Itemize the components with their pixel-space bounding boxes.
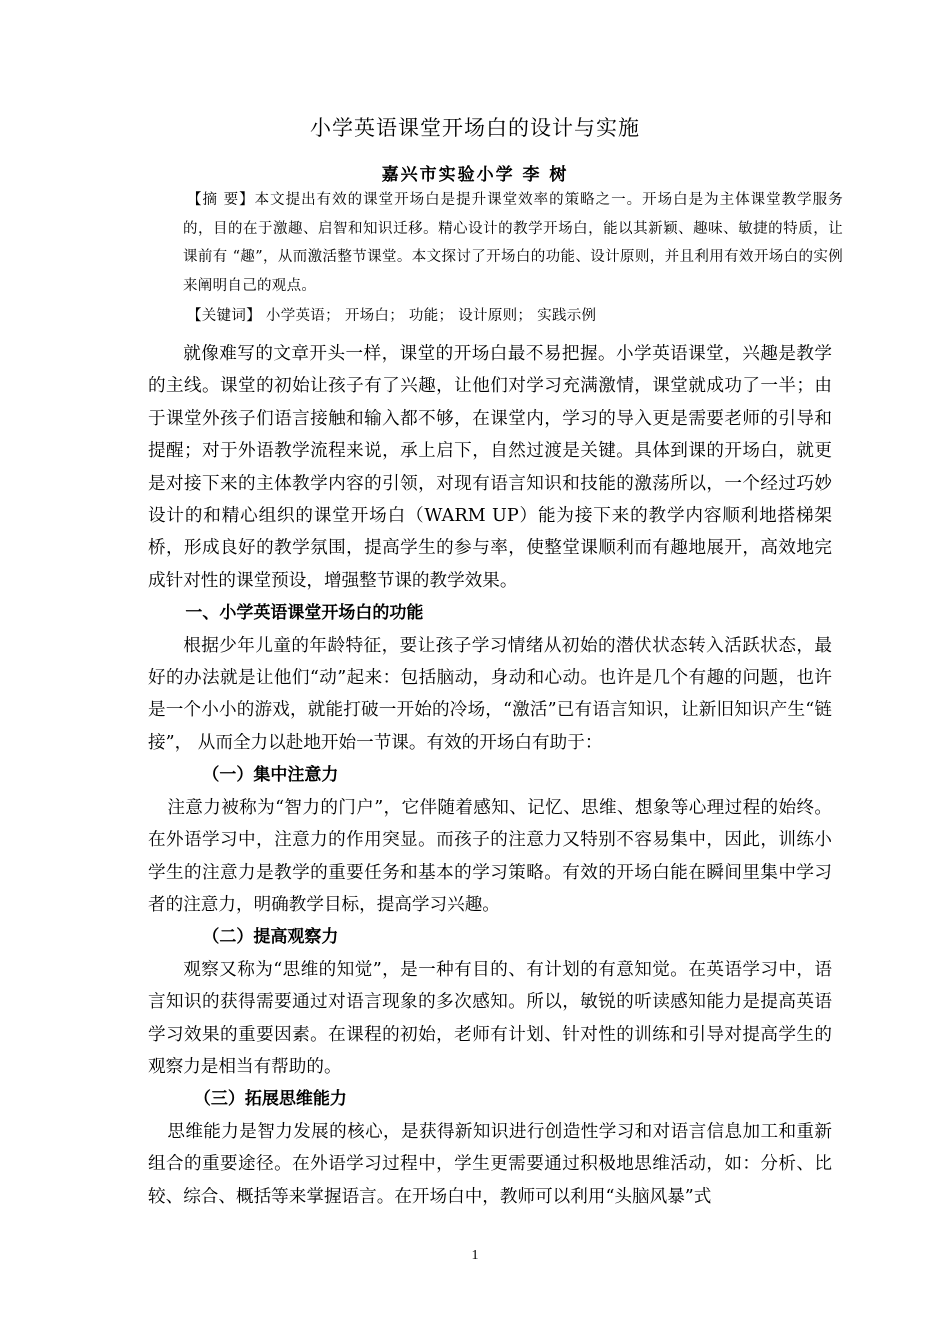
page-number: 1 <box>471 1248 479 1263</box>
body-text <box>148 338 832 1213</box>
subsection-1-paragraph: 注意力被称为“智力的门户”，它伴随着感知、记忆、思维、想象等心理过程的始终。在外语学习中，注意力的作用突显。而孩子的注意力又特别不容易集中，因此，训练小学生的注意力是教学的重要任务和基本的学习策略。有效的开场白能在瞬间里集中学习者的注意力，明确教学目标，提高学习兴趣。 <box>148 797 832 915</box>
keywords-text: 【关键词】 小学英语； 开场白； 功能； 设计原则； 实践示例 <box>187 308 597 325</box>
section-1-heading: 一、小学英语课堂开场白的功能 <box>185 603 424 624</box>
abstract-block <box>183 186 843 331</box>
section-1-paragraph: 根据少年儿童的年龄特征，要让孩子学习情绪从初始的潜伏状态转入活跃状态，最好的办法就是让他们“动”起来：包括脑动，身动和心动。也许是几个有趣的问题，也许是一个小小的游戏，就能打破一开始的冷场，“激活”已有语言知识，让新旧知识产生“链接”， 从而全力以赴地开始一节课。有效的开场白有助于： <box>148 635 832 753</box>
author-line: 嘉兴市实验小学 李 树 <box>381 165 569 185</box>
subsection-2-paragraph: 观察又称为“思维的知觉”，是一种有目的、有计划的有意知觉。在英语学习中，语言知识的获得需要通过对语言现象的多次感知。所以，敏锐的听读感知能力是提高英语学习效果的重要因素。在课程的初始，老师有计划、针对性的训练和引导对提高学生的观察力是相当有帮助的。 <box>148 959 832 1077</box>
subsection-3-paragraph: 思维能力是智力发展的核心，是获得新知识进行创造性学习和对语言信息加工和重新组合的重要途径。在外语学习过程中，学生更需要通过积极地思维活动，如：分析、比较、综合、概括等来掌握语言。在开场白中，教师可以利用“头脑风暴”式 <box>148 1121 832 1207</box>
subsection-1-heading: （一）集中注意力 <box>202 765 339 786</box>
document-title: 小学英语课堂开场白的设计与实施 <box>310 116 640 140</box>
subsection-3-heading: （三）拓展思维能力 <box>193 1089 347 1110</box>
intro-paragraph: 就像难写的文章开头一样，课堂的开场白最不易把握。小学英语课堂，兴趣是教学的主线。课堂的初始让孩子有了兴趣，让他们对学习充满激情，课堂就成功了一半；由于课堂外孩子们语言接触和输入都不够，在课堂内，学习的导入更是需要老师的引导和提醒；对于外语教学流程来说，承上启下，自然过渡是关键。具体到课的开场白，就更是对接下来的主体教学内容的引领，对现有语言知识和技能的激荡所以，一个经过巧妙设计的和精心组织的课堂开场白（WARM UP）能为接下来的教学内容顺利地搭梯架桥，形成良好的教学氛围，提高学生的参与率，使整堂课顺利而有趣地展开，高效地完成针对性的课堂预设，增强整节课的教学效果。 <box>148 344 832 591</box>
abstract-text: 【摘 要】本文提出有效的课堂开场白是提升课堂效率的策略之一。开场白是为主体课堂教学服务的，目的在于激趣、启智和知识迁移。精心设计的教学开场白，能以其新颖、趣味、敏捷的特质，让课前有 “趣”，从而激活整节课堂。本文探讨了开场白的功能、设计原则，并且利用有效开场白的实例来阐明自己的观点。 <box>183 192 843 294</box>
subsection-2-heading: （二）提高观察力 <box>202 927 339 948</box>
